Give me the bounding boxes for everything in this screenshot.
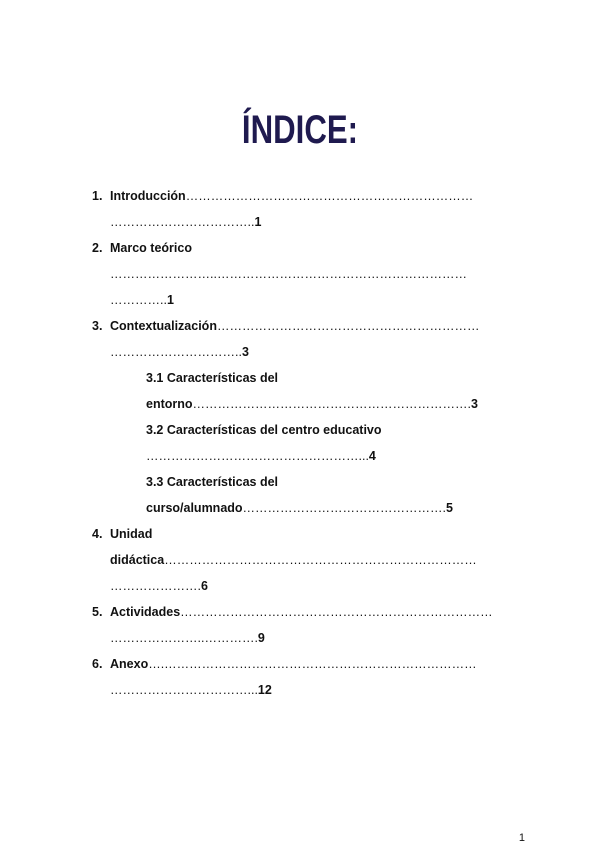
toc-entry-anexo-cont [110, 682, 272, 698]
toc-entry-actividades-cont [110, 630, 265, 646]
toc-label: Anexo [110, 657, 149, 671]
toc-page-number: 3 [471, 397, 478, 411]
toc-label: Introducción [110, 189, 186, 203]
toc-subentry-entorno-cont [146, 396, 478, 412]
toc-entry-unidad-didactica[interactable] [110, 526, 152, 542]
toc-label: Contextualización [110, 319, 217, 333]
toc-leader: …………………..…………. [110, 631, 258, 645]
toc-entry-unidad-didactica-cont2 [110, 578, 208, 594]
toc-page-number: 4 [368, 449, 376, 463]
toc-subentry-centro-educativo[interactable] [146, 422, 382, 438]
toc-number: 2. [92, 241, 103, 255]
toc-entry-marco-teorico-cont2 [110, 292, 174, 308]
toc-label: 3.2 Características del centro educativo [146, 423, 382, 437]
toc-page-number: 12 [257, 683, 272, 697]
toc-page-number: 1 [166, 293, 174, 307]
toc-leader: ……………………………………………... [146, 449, 369, 463]
toc-number: 3. [92, 319, 103, 333]
toc-entry-actividades[interactable] [110, 604, 493, 620]
toc-subentry-curso-cont [146, 500, 453, 516]
toc-leader: ………….. [110, 293, 167, 307]
toc-page-number: 6 [200, 579, 208, 593]
toc-label: Marco teórico [110, 241, 192, 255]
toc-entry-marco-teorico[interactable] [110, 240, 192, 256]
footer-page-number: 1 [518, 832, 525, 844]
toc-leader: …………………………………………………………… [185, 189, 474, 203]
toc-leader: ………………………….. [110, 345, 242, 359]
toc-number: 6. [92, 657, 103, 671]
toc-leader: …………………………………………………………. [192, 397, 472, 411]
toc-entry-introduccion-cont [110, 214, 261, 230]
toc-subentry-centro-educativo-cont [146, 448, 376, 464]
toc-page-number: 1 [254, 215, 262, 229]
toc-leader: …………………. [110, 579, 201, 593]
toc-label: didáctica [110, 553, 165, 567]
toc-leader: ………………………………………………………………… [164, 553, 477, 567]
toc-label: entorno [146, 397, 193, 411]
toc-entry-introduccion[interactable] [110, 188, 473, 204]
toc-number: 4. [92, 527, 103, 541]
toc-subentry-curso[interactable] [146, 474, 278, 490]
toc-entry-marco-teorico-cont [110, 266, 467, 282]
toc-entry-contextualizacion[interactable] [110, 318, 479, 334]
toc-leader: ….………………………………………………………………… [148, 657, 477, 671]
toc-subentry-entorno[interactable] [146, 370, 278, 386]
toc-leader: …………………………………………. [242, 501, 447, 515]
page-title: ÍNDICE: [241, 108, 359, 152]
toc-label: 3.3 Características del [146, 475, 279, 489]
toc-leader: …………………………….. [110, 215, 255, 229]
toc-entry-anexo[interactable] [110, 656, 477, 672]
toc-label: Actividades [110, 605, 181, 619]
toc-leader: ……………………………………………………… [216, 319, 480, 333]
toc-entry-unidad-didactica-cont [110, 552, 477, 568]
toc-page-number: 3 [241, 345, 249, 359]
toc-entry-contextualizacion-cont [110, 344, 249, 360]
toc-number: 1. [92, 189, 103, 203]
toc-label: Unidad [110, 527, 153, 541]
toc-label: 3.1 Características del [146, 371, 279, 385]
toc-label: curso/alumnado [146, 501, 243, 515]
toc-leader: ………………………………………………………………… [180, 605, 493, 619]
toc-number: 5. [92, 605, 103, 619]
toc-page-number: 5 [446, 501, 453, 515]
toc-page-number: 9 [257, 631, 265, 645]
toc-leader: ……………………..…………………………………………………… [110, 267, 467, 281]
toc-leader: ……………………………... [110, 683, 258, 697]
